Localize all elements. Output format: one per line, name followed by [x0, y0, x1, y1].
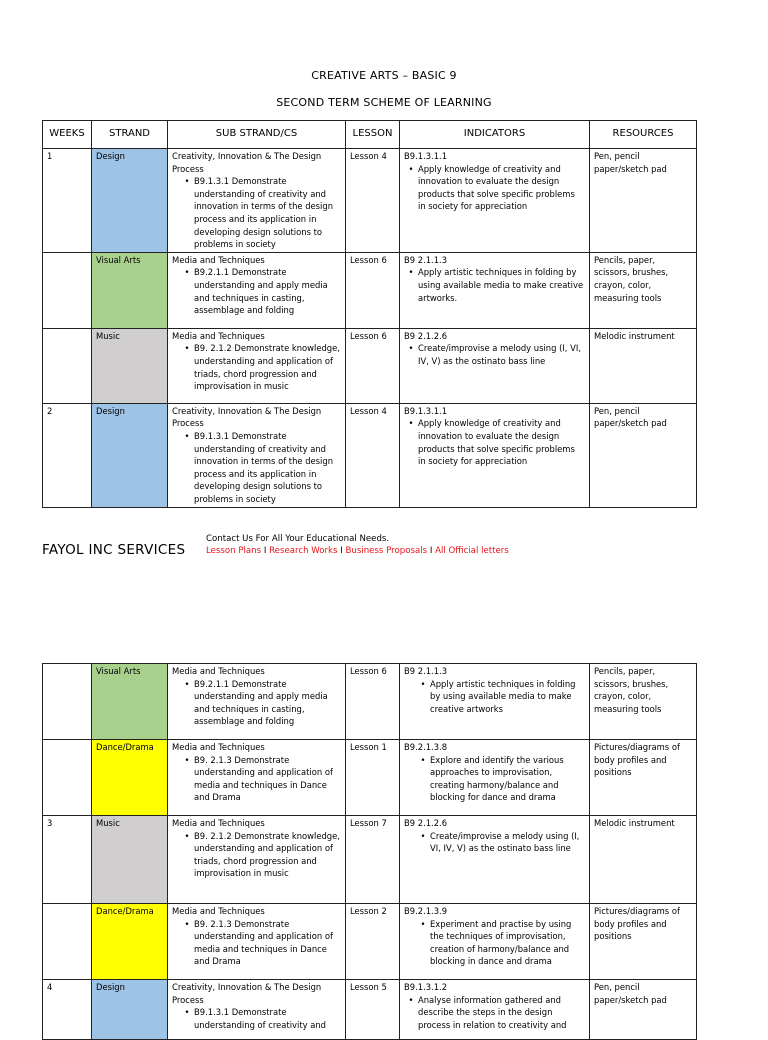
lesson-cell: Lesson 2 — [346, 904, 400, 980]
bullet-icon: • — [408, 994, 414, 1005]
bullet-icon: • — [184, 267, 190, 278]
table-header-row — [43, 121, 697, 149]
lesson-cell: Lesson 6 — [346, 664, 400, 740]
table-row — [43, 149, 697, 253]
resources-cell: Melodic instrument — [590, 328, 697, 403]
sub-strand-heading: Creativity, Innovation & The Design Process — [172, 982, 322, 1005]
link-research-works[interactable]: Research Works — [269, 546, 338, 556]
table-row — [43, 252, 697, 328]
indicator-code: B9 2.1.1.3 — [404, 666, 448, 676]
bullet-icon: • — [408, 343, 414, 354]
sub-strand-heading: Media and Techniques — [172, 818, 265, 828]
strand-cell: Design — [92, 403, 168, 507]
footer-links — [206, 546, 509, 556]
table-row — [43, 816, 697, 904]
indicator-code: B9 2.1.2.6 — [404, 330, 448, 341]
sub-strand-cell — [168, 740, 346, 816]
header-strand: STRAND — [92, 121, 168, 149]
week-cell: 1 — [43, 149, 92, 253]
resources-cell: Pen, pencil paper/sketch pad — [590, 149, 697, 253]
week-cell — [43, 252, 92, 328]
header-sub-strand: SUB STRAND/CS — [168, 121, 346, 149]
bullet-icon: • — [408, 418, 414, 429]
indicator-code: B9.1.3.1.2 — [404, 982, 448, 992]
strand-cell: Dance/Drama — [92, 904, 168, 980]
document-title: CREATIVE ARTS – BASIC 9 — [311, 69, 457, 82]
indicator-code: B9 2.1.2.6 — [404, 818, 448, 828]
indicator-text: Create/improvise a melody using (I, VI, IV, V) as the ostinato bass line — [430, 830, 580, 854]
indicator-text: Analyse information gathered and describe the steps in the design process in relation to creativity and — [418, 994, 567, 1030]
week-cell — [43, 740, 92, 816]
strand-cell: Design — [92, 980, 168, 1040]
lesson-cell: Lesson 6 — [346, 328, 400, 403]
content-standard: B9.2.1.1 Demonstrate understanding and apply media and techniques in casting, assemblage and folding — [194, 267, 328, 316]
sub-strand-heading: Media and Techniques — [172, 666, 265, 676]
sub-strand-cell — [168, 904, 346, 980]
indicator-text: Apply knowledge of creativity and innovation to evaluate the design products that solve specific problems in society for appreciation — [418, 418, 575, 467]
bullet-icon: • — [408, 267, 414, 278]
link-separator: I — [429, 546, 433, 556]
bullet-icon: • — [420, 678, 426, 689]
sub-strand-cell — [168, 149, 346, 253]
table-row — [43, 664, 697, 740]
indicator-code: B9.2.1.3.9 — [404, 906, 448, 916]
sub-strand-heading: Media and Techniques — [172, 906, 265, 916]
bullet-icon: • — [420, 754, 426, 765]
sub-strand-heading: Media and Techniques — [172, 742, 265, 752]
strand-cell: Visual Arts — [92, 252, 168, 328]
strand-cell: Music — [92, 328, 168, 403]
bullet-icon: • — [420, 830, 426, 841]
indicator-code: B9.1.3.1.1 — [404, 151, 448, 161]
lesson-cell: Lesson 4 — [346, 149, 400, 253]
table-row — [43, 980, 697, 1040]
content-standard: B9.1.3.1 Demonstrate understanding of creativity and — [194, 1007, 326, 1030]
indicator-code: B9 2.1.1.3 — [404, 254, 448, 265]
table-row — [43, 403, 697, 507]
resources-cell: Pen, pencil paper/sketch pad — [590, 980, 697, 1040]
content-standard: B9. 2.1.2 Demonstrate knowledge, understanding and application of triads, chord progression and improvisation in music — [194, 343, 340, 392]
bullet-icon: • — [184, 754, 190, 765]
indicator-code: B9.2.1.3.8 — [404, 742, 448, 752]
link-official-letters[interactable]: All Official letters — [435, 546, 509, 556]
strand-cell: Music — [92, 816, 168, 904]
resources-cell: Melodic instrument — [590, 816, 697, 904]
week-cell: 4 — [43, 980, 92, 1040]
resources-cell: Pencils, paper, scissors, brushes, crayon, color, measuring tools — [590, 252, 697, 328]
sub-strand-cell — [168, 403, 346, 507]
content-standard: B9. 2.1.2 Demonstrate knowledge, understanding and application of triads, chord progression and improvisation in music — [194, 830, 340, 879]
sub-strand-heading: Media and Techniques — [172, 330, 265, 341]
sub-strand-heading: Media and Techniques — [172, 254, 265, 265]
bullet-icon: • — [184, 176, 190, 187]
scheme-table-1 — [42, 120, 697, 508]
bullet-icon: • — [184, 830, 190, 841]
header-indicators: INDICATORS — [400, 121, 590, 149]
lesson-cell: Lesson 5 — [346, 980, 400, 1040]
footer-banner — [42, 532, 722, 562]
resources-cell: Pictures/diagrams of body profiles and positions — [590, 904, 697, 980]
content-standard: B9. 2.1.3 Demonstrate understanding and application of media and techniques in Dance and Drama — [194, 754, 333, 803]
link-separator: I — [340, 546, 343, 556]
table-row — [43, 740, 697, 816]
indicator-text: Apply artistic techniques in folding by using available media to make creative artworks. — [418, 267, 584, 303]
lesson-cell: Lesson 1 — [346, 740, 400, 816]
indicator-text: Experiment and practise by using the techniques of improvisation, creation of harmony/balance and blocking in dance and drama — [430, 918, 572, 967]
sub-strand-cell — [168, 664, 346, 740]
indicator-text: Create/improvise a melody using (I, VI, IV, V) as the ostinato bass line — [418, 343, 581, 366]
scheme-table-2 — [42, 663, 697, 1040]
sub-strand-cell — [168, 980, 346, 1040]
strand-cell: Dance/Drama — [92, 740, 168, 816]
header-weeks: WEEKS — [43, 121, 92, 149]
bullet-icon: • — [184, 918, 190, 929]
lesson-cell: Lesson 7 — [346, 816, 400, 904]
table-row — [43, 904, 697, 980]
bullet-icon: • — [408, 163, 414, 174]
strand-cell: Visual Arts — [92, 664, 168, 740]
bullet-icon: • — [184, 430, 190, 441]
bullet-icon: • — [184, 1007, 190, 1018]
table-row — [43, 328, 697, 403]
indicator-cell — [400, 328, 590, 403]
contact-line: Contact Us For All Your Educational Needs. — [206, 534, 390, 544]
lesson-cell: Lesson 6 — [346, 252, 400, 328]
week-cell — [43, 328, 92, 403]
bullet-icon: • — [184, 343, 190, 354]
brand-name: FAYOL INC SERVICES — [42, 542, 186, 558]
sub-strand-heading: Creativity, Innovation & The Design Process — [172, 405, 322, 429]
header-lesson: LESSON — [346, 121, 400, 149]
sub-strand-cell — [168, 328, 346, 403]
indicator-cell — [400, 403, 590, 507]
indicator-cell — [400, 904, 590, 980]
content-standard: B9.1.3.1 Demonstrate understanding of creativity and innovation in terms of the design process and its application in developing design solutions to problems in society — [194, 430, 333, 504]
document-subtitle: SECOND TERM SCHEME OF LEARNING — [276, 96, 492, 109]
lesson-cell: Lesson 4 — [346, 403, 400, 507]
content-standard: B9. 2.1.3 Demonstrate understanding and application of media and techniques in Dance and Drama — [194, 918, 333, 967]
content-standard: B9.1.3.1 Demonstrate understanding of creativity and innovation in terms of the design process and its application in developing design solutions to problems in society — [194, 176, 333, 250]
link-separator: I — [263, 546, 267, 556]
link-lesson-plans[interactable]: Lesson Plans — [206, 546, 262, 556]
indicator-cell — [400, 664, 590, 740]
bullet-icon: • — [420, 918, 426, 929]
sub-strand-heading: Creativity, Innovation & The Design Process — [172, 151, 322, 174]
bullet-icon: • — [184, 678, 190, 689]
indicator-cell — [400, 252, 590, 328]
link-business-proposals[interactable]: Business Proposals — [345, 546, 428, 556]
resources-cell: Pencils, paper, scissors, brushes, crayon, color, measuring tools — [590, 664, 697, 740]
week-cell — [43, 664, 92, 740]
week-cell: 2 — [43, 403, 92, 507]
week-cell — [43, 904, 92, 980]
sub-strand-cell — [168, 252, 346, 328]
content-standard: B9.2.1.1 Demonstrate understanding and apply media and techniques in casting, assemblage and folding — [194, 678, 328, 727]
indicator-text: Apply artistic techniques in folding by using available media to make creative artworks — [430, 678, 576, 714]
indicator-text: Apply knowledge of creativity and innovation to evaluate the design products that solve specific problems in society for appreciation — [418, 163, 575, 212]
indicator-cell — [400, 740, 590, 816]
indicator-cell — [400, 980, 590, 1040]
indicator-text: Explore and identify the various approaches to improvisation, creating harmony/balance and blocking for dance and drama — [430, 754, 564, 803]
strand-cell: Design — [92, 149, 168, 253]
week-cell: 3 — [43, 816, 92, 904]
indicator-code: B9.1.3.1.1 — [404, 405, 448, 416]
sub-strand-cell — [168, 816, 346, 904]
indicator-cell — [400, 149, 590, 253]
resources-cell: Pictures/diagrams of body profiles and positions — [590, 740, 697, 816]
resources-cell: Pen, pencil paper/sketch pad — [590, 403, 697, 507]
indicator-cell — [400, 816, 590, 904]
header-resources: RESOURCES — [590, 121, 697, 149]
